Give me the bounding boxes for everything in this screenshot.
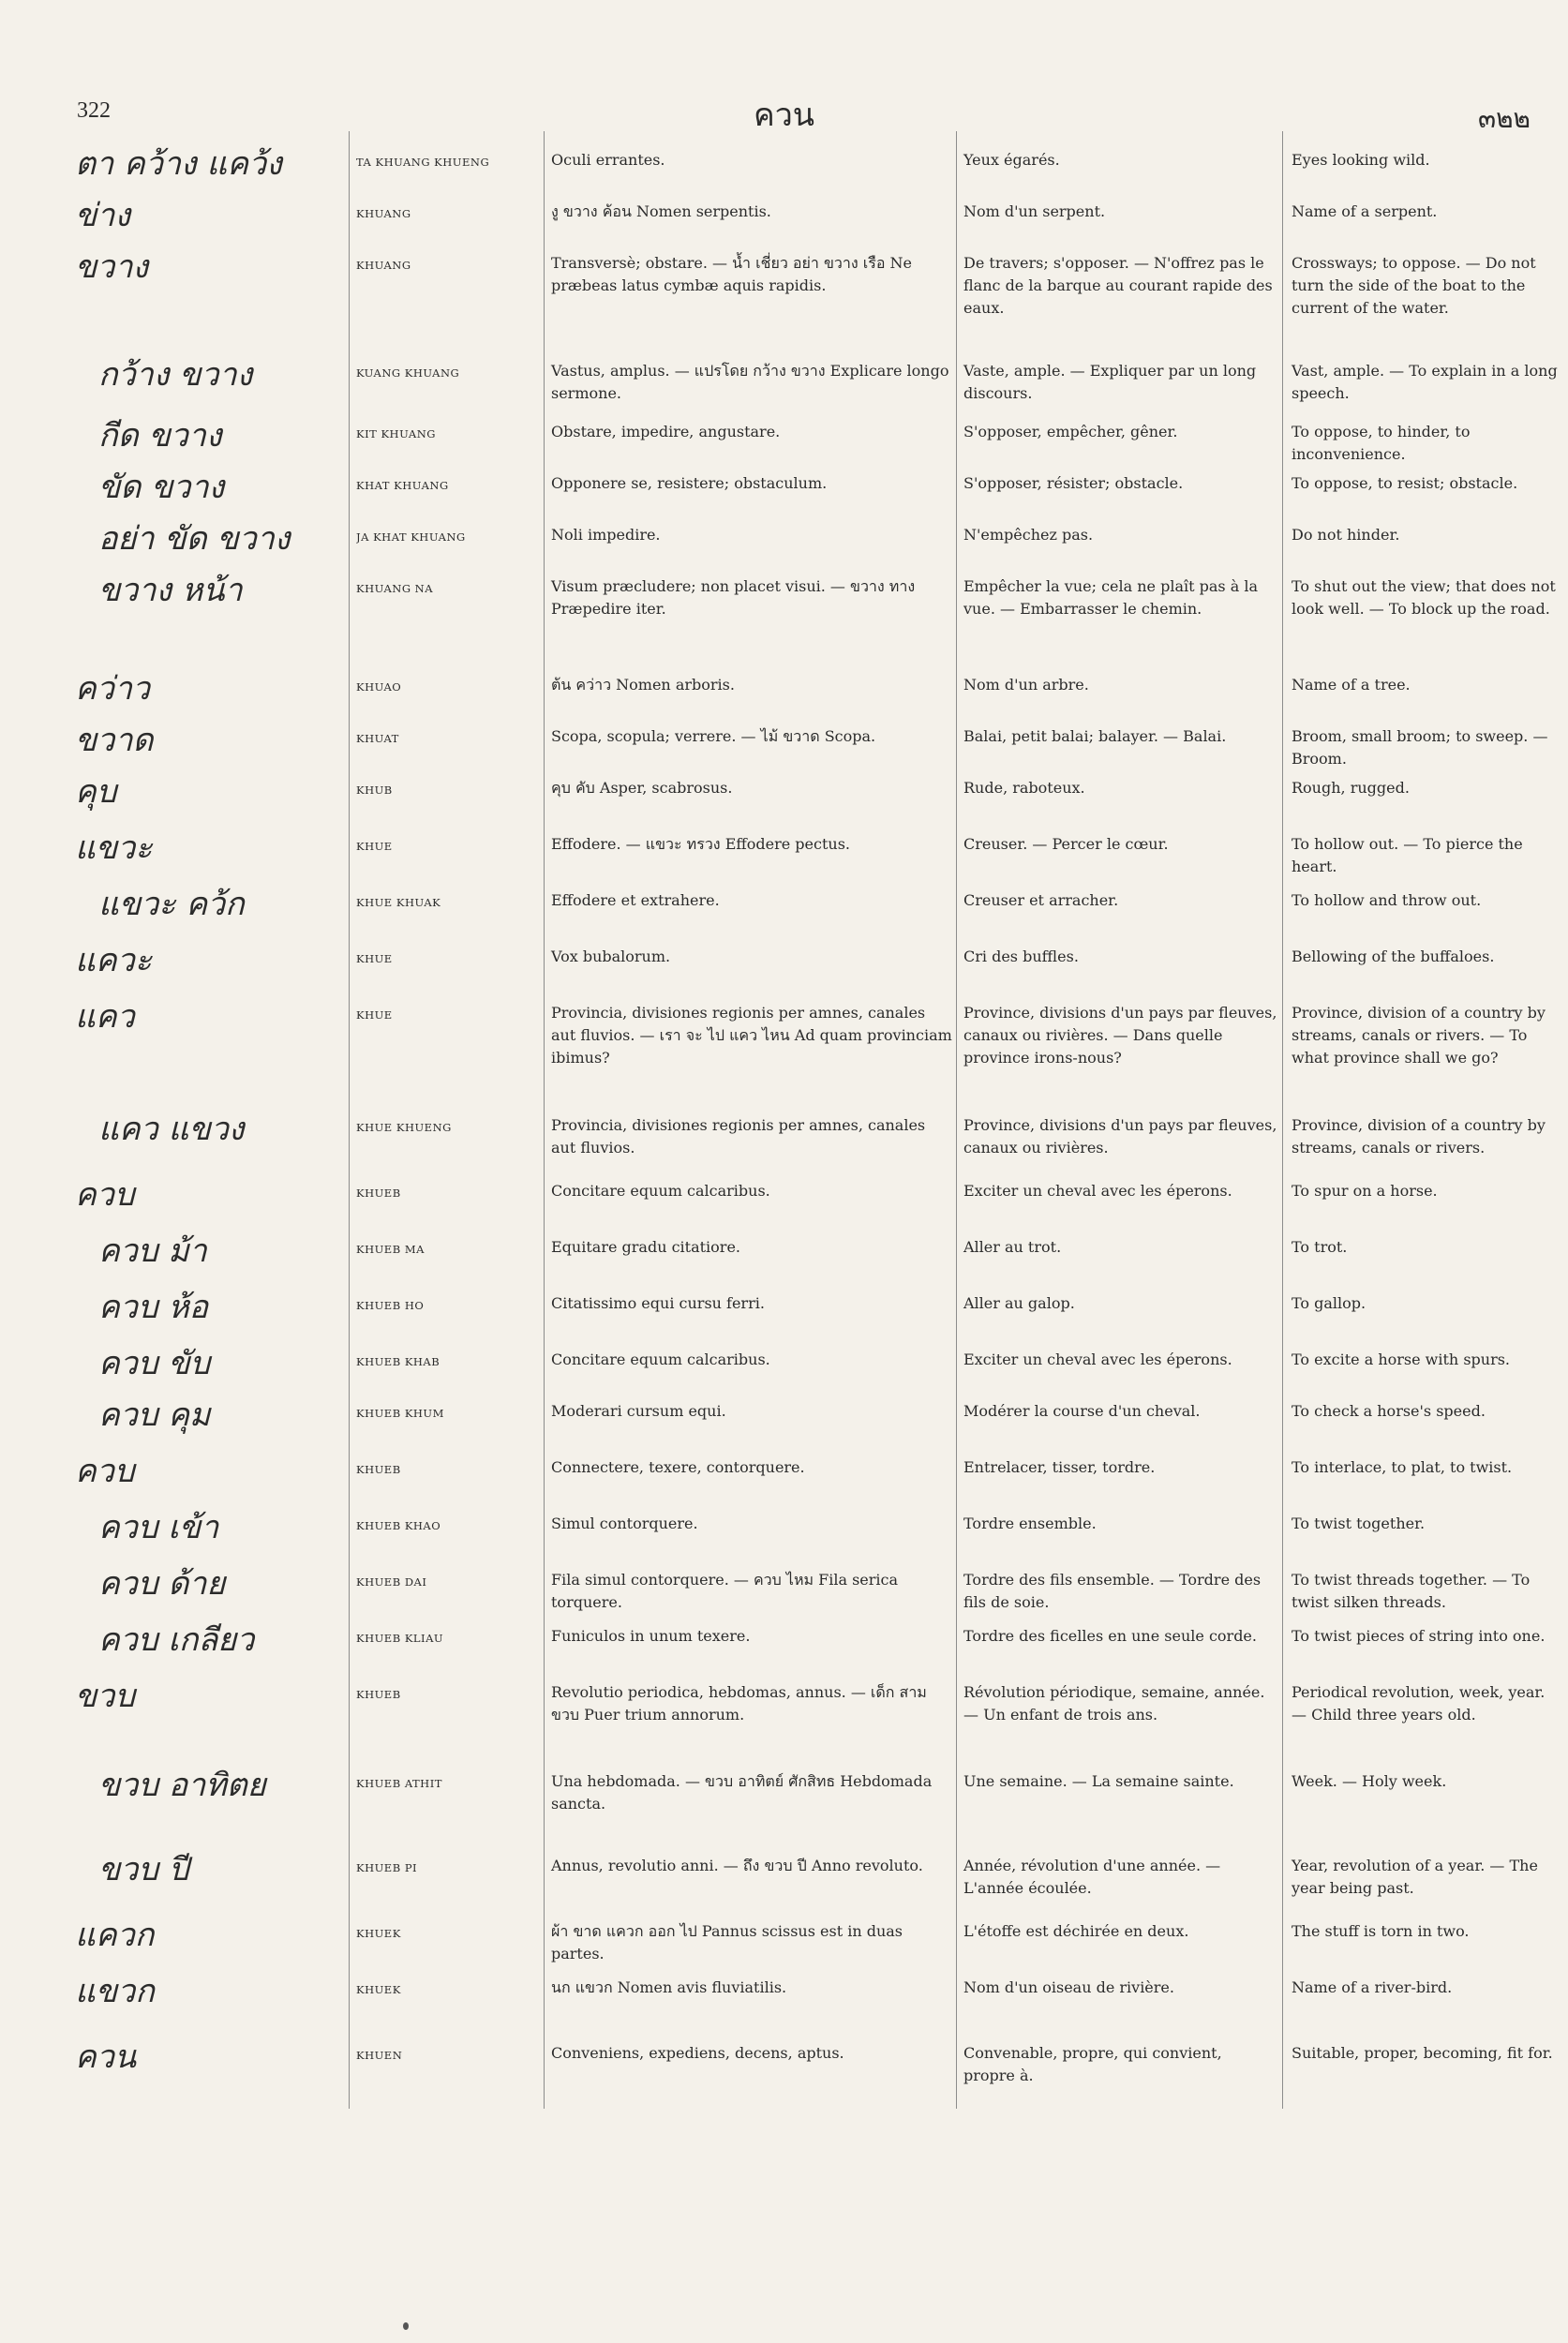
latin-definition: งู ขวาง ค้อน Nomen serpentis. bbox=[551, 202, 771, 220]
latin-definition: Effodere et extrahere. bbox=[551, 891, 720, 909]
latin-definition: ต้น คว่าว Nomen arboris. bbox=[551, 676, 735, 694]
english-definition: Week. — Holy week. bbox=[1292, 1772, 1447, 1790]
english-definition: Periodical revolution, week, year. — Child three years old. bbox=[1292, 1683, 1546, 1724]
latin-definition: Fila simul contorquere. — ควบ ไหม Fila serica torquere. bbox=[551, 1571, 899, 1611]
french-definition: S'opposer, résister; obstacle. bbox=[963, 474, 1184, 492]
thai-headword: แขวะ คว้ก bbox=[98, 886, 245, 923]
latin-definition: ผ้า ขาด แควก ออก ไป Pannus scissus est in duas partes. bbox=[551, 1922, 903, 1962]
latin-definition: Equitare gradu citatiore. bbox=[551, 1238, 741, 1256]
thai-headword: ควบ เข้า bbox=[98, 1509, 219, 1546]
french-definition: Exciter un cheval avec les éperons. bbox=[963, 1182, 1232, 1200]
romanization: KHUEN bbox=[356, 2049, 403, 2062]
english-definition: Broom, small broom; to sweep. — Broom. bbox=[1292, 727, 1548, 768]
english-definition: To shut out the view; that does not look well. — To block up the road. bbox=[1292, 577, 1556, 618]
english-definition: To oppose, to hinder, to inconvenience. bbox=[1292, 423, 1471, 463]
french-definition: Exciter un cheval avec les éperons. bbox=[963, 1351, 1232, 1368]
english-definition: Bellowing of the buffaloes. bbox=[1292, 948, 1495, 965]
thai-headword: ควบ ด้าย bbox=[98, 1565, 226, 1603]
romanization: KHUEB KHUM bbox=[356, 1407, 444, 1420]
french-definition: Convenable, propre, qui convient, propre à. bbox=[963, 2044, 1222, 2084]
romanization: KHUANG bbox=[356, 207, 411, 220]
thai-headword: ขวบ bbox=[75, 1678, 135, 1715]
thai-headword: อย่า ขัด ขวาง bbox=[98, 520, 291, 558]
english-definition: Rough, rugged. bbox=[1292, 779, 1410, 797]
romanization: KHUEB ATHIT bbox=[356, 1777, 442, 1790]
thai-headword: ขัด ขวาง bbox=[98, 469, 225, 506]
english-definition: To oppose, to resist; obstacle. bbox=[1292, 474, 1518, 492]
french-definition: Tordre ensemble. bbox=[963, 1515, 1097, 1532]
thai-headword: ควน bbox=[75, 2038, 137, 2076]
romanization: KHUEK bbox=[356, 1983, 401, 1996]
page-number-thai: ๓๒๒ bbox=[1477, 103, 1531, 134]
romanization: KHUAT bbox=[356, 732, 399, 745]
english-definition: The stuff is torn in two. bbox=[1292, 1922, 1470, 1940]
latin-definition: Effodere. — แขวะ ทรวง Effodere pectus. bbox=[551, 835, 850, 853]
thai-headword: แขวะ bbox=[75, 829, 153, 867]
romanization: KHUB bbox=[356, 783, 393, 797]
thai-headword: ตา คว้าง แคว้ง bbox=[75, 145, 282, 183]
french-definition: Yeux égarés. bbox=[963, 151, 1060, 169]
french-definition: Empêcher la vue; cela ne plaît pas à la vue. — Embarrasser le chemin. bbox=[963, 577, 1258, 618]
latin-definition: Provincia, divisiones regionis per amnes, canales aut fluvios. — เรา จะ ไป แคว ไหน Ad quam provinciam ibimus? bbox=[551, 1004, 952, 1067]
french-definition: Aller au galop. bbox=[963, 1294, 1075, 1312]
thai-headword: แคว bbox=[75, 998, 135, 1036]
french-definition: Cri des buffles. bbox=[963, 948, 1079, 965]
latin-definition: นก แขวก Nomen avis fluviatilis. bbox=[551, 1978, 787, 1996]
romanization: KHUE bbox=[356, 1008, 393, 1022]
french-definition: Balai, petit balai; balayer. — Balai. bbox=[963, 727, 1227, 745]
column-rule bbox=[956, 131, 957, 2109]
romanization: KIT KHUANG bbox=[356, 427, 436, 440]
latin-definition: Concitare equum calcaribus. bbox=[551, 1351, 770, 1368]
thai-headword: แควะ bbox=[75, 942, 153, 979]
thai-headword: ควบ ขับ bbox=[98, 1345, 211, 1382]
french-definition: Année, révolution d'une année. — L'année écoulée. bbox=[963, 1857, 1221, 1897]
english-definition: Do not hinder. bbox=[1292, 526, 1400, 544]
romanization: KHUAO bbox=[356, 680, 402, 694]
latin-definition: Obstare, impedire, angustare. bbox=[551, 423, 781, 440]
french-definition: N'empêchez pas. bbox=[963, 526, 1094, 544]
english-definition: Name of a serpent. bbox=[1292, 202, 1438, 220]
thai-headword: ขวาด bbox=[75, 722, 154, 759]
romanization: KHUEB PI bbox=[356, 1861, 418, 1874]
thai-headword: ข่าง bbox=[75, 197, 130, 234]
latin-definition: Opponere se, resistere; obstaculum. bbox=[551, 474, 828, 492]
french-definition: Modérer la course d'un cheval. bbox=[963, 1402, 1201, 1420]
romanization: KHUEB KHAB bbox=[356, 1355, 441, 1368]
french-definition: S'opposer, empêcher, gêner. bbox=[963, 423, 1178, 440]
english-definition: Name of a tree. bbox=[1292, 676, 1411, 694]
english-definition: To trot. bbox=[1292, 1238, 1348, 1256]
thai-headword: ขวบ อาทิตย bbox=[98, 1767, 266, 1804]
romanization: KHUEK bbox=[356, 1927, 401, 1940]
thai-headword: แควก bbox=[75, 1917, 155, 1954]
french-definition: De travers; s'opposer. — N'offrez pas le flanc de la barque au courant rapide des eaux. bbox=[963, 254, 1273, 317]
ink-mark bbox=[403, 2322, 409, 2330]
english-definition: To gallop. bbox=[1292, 1294, 1366, 1312]
page-number: 322 bbox=[77, 98, 111, 123]
romanization: KHUE KHUAK bbox=[356, 896, 441, 909]
romanization: KHAT KHUANG bbox=[356, 479, 449, 492]
latin-definition: Noli impedire. bbox=[551, 526, 661, 544]
romanization: TA KHUANG KHUENG bbox=[356, 156, 490, 169]
french-definition: Creuser et arracher. bbox=[963, 891, 1119, 909]
french-definition: Nom d'un serpent. bbox=[963, 202, 1106, 220]
latin-definition: Concitare equum calcaribus. bbox=[551, 1182, 770, 1200]
romanization: KHUE bbox=[356, 952, 393, 965]
thai-headword: คว่าว bbox=[75, 670, 151, 708]
english-definition: Suitable, proper, becoming, fit for. bbox=[1292, 2044, 1553, 2062]
english-definition: Crossways; to oppose. — Do not turn the side of the boat to the current of the water. bbox=[1292, 254, 1536, 317]
latin-definition: Funiculos in unum texere. bbox=[551, 1627, 751, 1645]
latin-definition: Visum præcludere; non placet visui. — ขวาง ทาง Præpedire iter. bbox=[551, 577, 916, 618]
english-definition: To twist pieces of string into one. bbox=[1292, 1627, 1546, 1645]
english-definition: To interlace, to plat, to twist. bbox=[1292, 1458, 1513, 1476]
english-definition: To twist threads together. — To twist silken threads. bbox=[1292, 1571, 1531, 1611]
romanization: KHUEB bbox=[356, 1186, 401, 1200]
romanization: KHUEB DAI bbox=[356, 1575, 427, 1589]
latin-definition: Provincia, divisiones regionis per amnes, canales aut fluvios. bbox=[551, 1116, 926, 1157]
romanization: KHUE KHUENG bbox=[356, 1121, 452, 1134]
latin-definition: Una hebdomada. — ขวบ อาทิตย์ ศักสิทธ Hebdomada sancta. bbox=[551, 1772, 933, 1813]
english-definition: To check a horse's speed. bbox=[1292, 1402, 1486, 1420]
romanization: KHUANG NA bbox=[356, 582, 434, 595]
latin-definition: Oculi errantes. bbox=[551, 151, 665, 169]
french-definition: Nom d'un oiseau de rivière. bbox=[963, 1978, 1174, 1996]
thai-headword: ควบ ห้อ bbox=[98, 1289, 209, 1326]
english-definition: To twist together. bbox=[1292, 1515, 1426, 1532]
latin-definition: คุบ คับ Asper, scabrosus. bbox=[551, 779, 733, 797]
english-definition: Vast, ample. — To explain in a long speech. bbox=[1292, 362, 1558, 402]
french-definition: Nom d'un arbre. bbox=[963, 676, 1089, 694]
latin-definition: Vastus, amplus. — แปรโดย กว้าง ขวาง Explicare longo sermone. bbox=[551, 362, 949, 402]
english-definition: Year, revolution of a year. — The year being past. bbox=[1292, 1857, 1538, 1897]
thai-headword: กีด ขวาง bbox=[98, 417, 222, 455]
page-header bbox=[0, 89, 1568, 136]
column-rule bbox=[544, 131, 545, 2109]
thai-headword: ขวาง หน้า bbox=[98, 572, 243, 609]
thai-headword: ขวาง bbox=[75, 248, 149, 286]
french-definition: L'étoffe est déchirée en deux. bbox=[963, 1922, 1189, 1940]
thai-headword: ควบ ม้า bbox=[98, 1232, 207, 1270]
french-definition: Rude, raboteux. bbox=[963, 779, 1085, 797]
romanization: KHUE bbox=[356, 840, 393, 853]
running-head: ควน bbox=[753, 97, 815, 134]
romanization: KHUEB bbox=[356, 1688, 401, 1701]
thai-headword: แคว แขวง bbox=[98, 1111, 245, 1148]
latin-definition: Scopa, scopula; verrere. — ไม้ ขวาด Scopa. bbox=[551, 727, 876, 745]
english-definition: To excite a horse with spurs. bbox=[1292, 1351, 1511, 1368]
english-definition: To spur on a horse. bbox=[1292, 1182, 1438, 1200]
french-definition: Creuser. — Percer le cœur. bbox=[963, 835, 1169, 853]
thai-headword: ขวบ ปี bbox=[98, 1851, 189, 1888]
french-definition: Révolution périodique, semaine, année. — Un enfant de trois ans. bbox=[963, 1683, 1265, 1724]
latin-definition: Vox bubalorum. bbox=[551, 948, 671, 965]
romanization: KUANG KHUANG bbox=[356, 366, 460, 380]
thai-headword: กว้าง ขวาง bbox=[98, 356, 253, 394]
english-definition: Province, division of a country by streams, canals or rivers. — To what province shall we go? bbox=[1292, 1004, 1546, 1067]
thai-headword: ควบ คุม bbox=[98, 1396, 211, 1434]
french-definition: Vaste, ample. — Expliquer par un long discours. bbox=[963, 362, 1257, 402]
latin-definition: Citatissimo equi cursu ferri. bbox=[551, 1294, 765, 1312]
thai-headword: แขวก bbox=[75, 1973, 155, 2010]
english-definition: Province, division of a country by streams, canals or rivers. bbox=[1292, 1116, 1546, 1157]
latin-definition: Revolutio periodica, hebdomas, annus. — เด็ก สาม ขวบ Puer trium annorum. bbox=[551, 1683, 927, 1724]
thai-headword: ควบ เกลียว bbox=[98, 1621, 255, 1659]
romanization: JA KHAT KHUANG bbox=[356, 530, 466, 544]
latin-definition: Annus, revolutio anni. — ถึง ขวบ ปี Anno revoluto. bbox=[551, 1857, 923, 1874]
romanization: KHUEB KLIAU bbox=[356, 1632, 444, 1645]
romanization: KHUEB bbox=[356, 1463, 401, 1476]
french-definition: Province, divisions d'un pays par fleuves, canaux ou rivières. — Dans quelle province irons-nous? bbox=[963, 1004, 1277, 1067]
french-definition: Entrelacer, tisser, tordre. bbox=[963, 1458, 1156, 1476]
thai-headword: ควบ bbox=[75, 1176, 135, 1214]
english-definition: To hollow and throw out. bbox=[1292, 891, 1482, 909]
latin-definition: Simul contorquere. bbox=[551, 1515, 698, 1532]
french-definition: Tordre des ficelles en une seule corde. bbox=[963, 1627, 1257, 1645]
latin-definition: Transversè; obstare. — น้ำ เชี่ยว อย่า ขวาง เรือ Ne præbeas latus cymbæ aquis rapidis. bbox=[551, 254, 912, 294]
french-definition: Tordre des fils ensemble. — Tordre des fils de soie. bbox=[963, 1571, 1262, 1611]
romanization: KHUEB KHAO bbox=[356, 1519, 441, 1532]
english-definition: Name of a river-bird. bbox=[1292, 1978, 1453, 1996]
french-definition: Province, divisions d'un pays par fleuves, canaux ou rivières. bbox=[963, 1116, 1277, 1157]
romanization: KHUEB HO bbox=[356, 1299, 425, 1312]
thai-headword: ควบ bbox=[75, 1453, 135, 1490]
romanization: KHUEB MA bbox=[356, 1243, 425, 1256]
english-definition: Eyes looking wild. bbox=[1292, 151, 1430, 169]
thai-headword: คุบ bbox=[75, 773, 117, 811]
latin-definition: Conveniens, expediens, decens, aptus. bbox=[551, 2044, 844, 2062]
latin-definition: Moderari cursum equi. bbox=[551, 1402, 726, 1420]
english-definition: To hollow out. — To pierce the heart. bbox=[1292, 835, 1523, 875]
french-definition: Aller au trot. bbox=[963, 1238, 1062, 1256]
french-definition: Une semaine. — La semaine sainte. bbox=[963, 1772, 1234, 1790]
romanization: KHUANG bbox=[356, 259, 411, 272]
column-rule bbox=[1282, 131, 1283, 2109]
latin-definition: Connectere, texere, contorquere. bbox=[551, 1458, 805, 1476]
